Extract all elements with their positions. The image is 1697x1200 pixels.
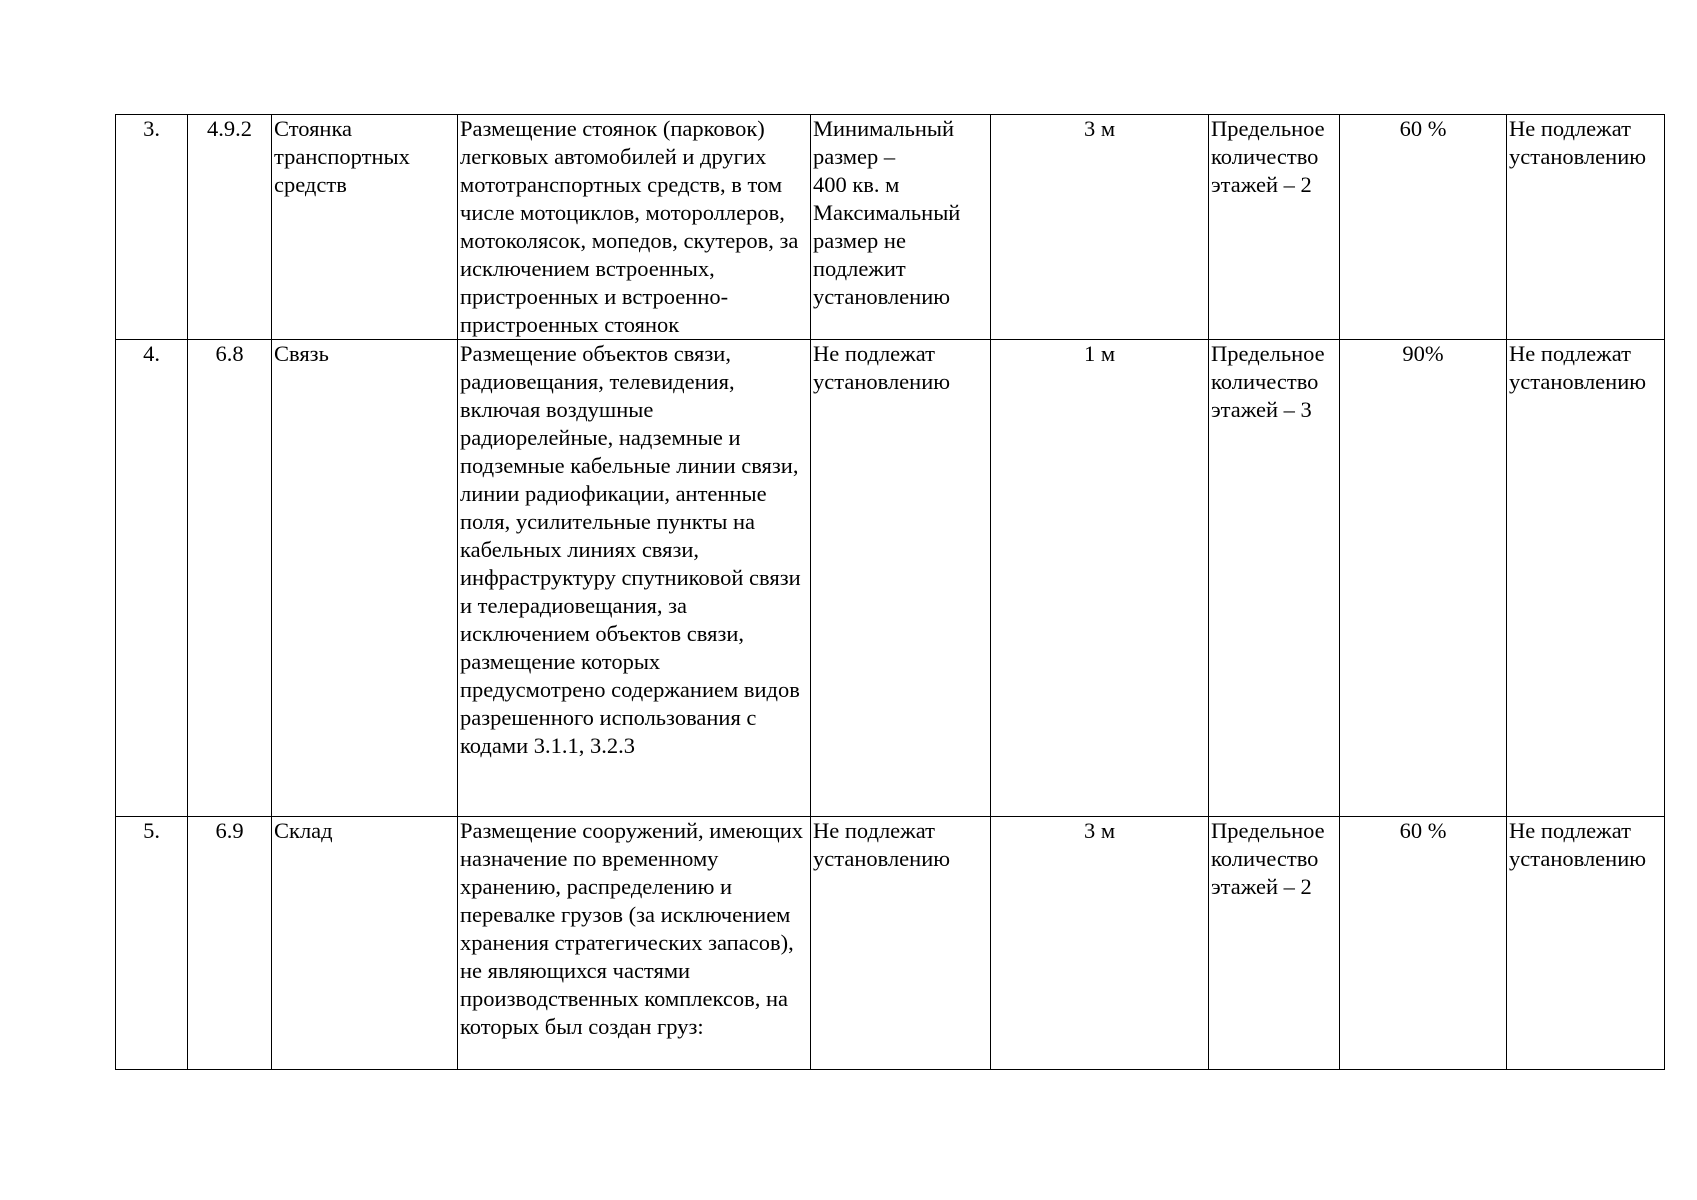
- row-number: 3.: [116, 115, 188, 340]
- table-row: [116, 115, 1665, 340]
- land-use-regulations-table: [115, 114, 1665, 1070]
- use-description: Размещение сооружений, имеющих назначение по временному хранению, распределению и перевалке грузов (за исключением хранения стратегических запасов), не являющихся частями производственных комплексов, на которых был создан груз:: [458, 817, 811, 1070]
- plot-size: Не подлежат установлению: [811, 817, 991, 1070]
- use-code: 4.9.2: [188, 115, 272, 340]
- max-floors: Предельное количество этажей – 3: [1209, 340, 1340, 817]
- max-floors: Предельное количество этажей – 2: [1209, 115, 1340, 340]
- use-description: Размещение стоянок (парковок) легковых автомобилей и других мототранспортных средств, в том числе мотоциклов, мотороллеров, мотоколясок, мопедов, скутеров, за исключением встроенных, пристроенных и встроенно-пристроенных стоянок: [458, 115, 811, 340]
- row-number: 4.: [116, 340, 188, 817]
- min-indent: 3 м: [991, 115, 1209, 340]
- use-code: 6.9: [188, 817, 272, 1070]
- plot-size: Минимальный размер – 400 кв. м Максимальный размер не подлежит установлению: [811, 115, 991, 340]
- plot-size: Не подлежат установлению: [811, 340, 991, 817]
- max-coverage: 90%: [1340, 340, 1507, 817]
- use-description: Размещение объектов связи, радиовещания, телевидения, включая воздушные радиорелейные, надземные и подземные кабельные линии связи, линии радиофикации, антенные поля, усилительные пункты на кабельных линиях связи, инфраструктуру спутниковой связи и телерадиовещания, за исключением объектов связи, размещение которых предусмотрено содержанием видов разрешенного использования с кодами 3.1.1, 3.2.3: [458, 340, 811, 817]
- min-indent: 1 м: [991, 340, 1209, 817]
- min-indent: 3 м: [991, 817, 1209, 1070]
- max-coverage: 60 %: [1340, 817, 1507, 1070]
- other-params: Не подлежат установлению: [1507, 115, 1665, 340]
- table-row: [116, 817, 1665, 1070]
- row-number: 5.: [116, 817, 188, 1070]
- other-params: Не подлежат установлению: [1507, 817, 1665, 1070]
- table-row: [116, 340, 1665, 817]
- max-coverage: 60 %: [1340, 115, 1507, 340]
- use-name: Стоянка транспортных средств: [272, 115, 458, 340]
- use-name: Склад: [272, 817, 458, 1070]
- use-name: Связь: [272, 340, 458, 817]
- max-floors: Предельное количество этажей – 2: [1209, 817, 1340, 1070]
- other-params: Не подлежат установлению: [1507, 340, 1665, 817]
- use-code: 6.8: [188, 340, 272, 817]
